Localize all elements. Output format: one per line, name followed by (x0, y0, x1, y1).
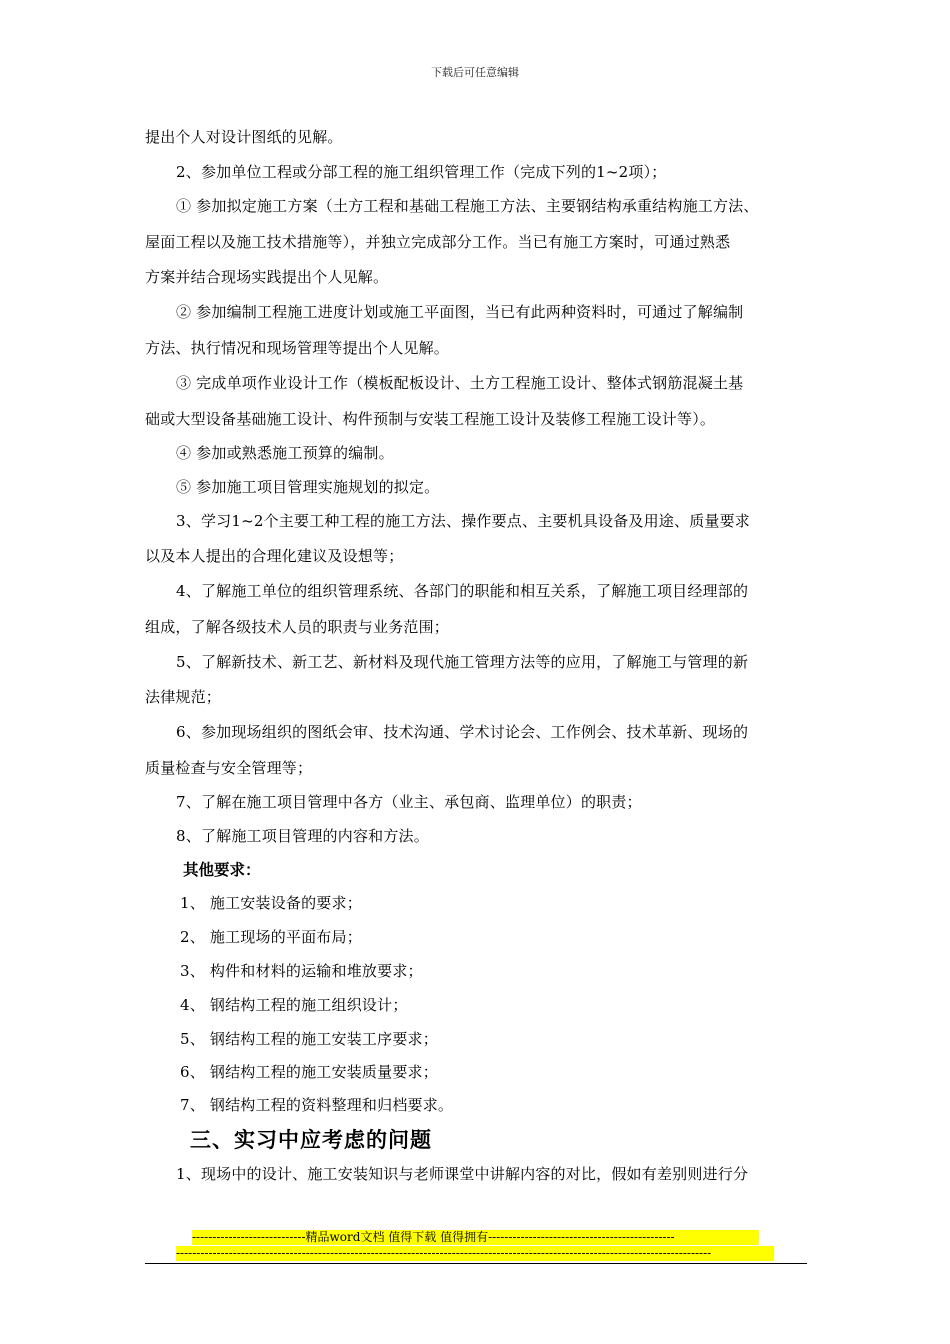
body-line: 方法、执行情况和现场管理等提出个人见解。 (145, 339, 450, 357)
body-line: ④ 参加或熟悉施工预算的编制。 (176, 444, 394, 462)
list-item: 2、 施工现场的平面布局； (180, 928, 362, 946)
body-line: 5、了解新技术、新工艺、新材料及现代施工管理方法等的应用，了解施工与管理的新 (176, 653, 749, 671)
body-line: 组成，了解各级技术人员的职责与业务范围； (145, 618, 450, 636)
body-line: 提出个人对设计图纸的见解。 (145, 128, 343, 146)
body-line: 质量检查与安全管理等； (145, 759, 313, 777)
body-line: 1、现场中的设计、施工安装知识与老师课堂中讲解内容的对比，假如有差别则进行分 (176, 1165, 749, 1183)
body-line: ① 参加拟定施工方案（土方工程和基础工程施工方法、主要钢结构承重结构施工方法、 (176, 197, 759, 215)
body-line: 法律规范； (145, 688, 222, 706)
body-line: ③ 完成单项作业设计工作（模板配板设计、土方工程施工设计、整体式钢筋混凝土基 (176, 374, 744, 392)
body-line: 方案并结合现场实践提出个人见解。 (145, 268, 389, 286)
body-line: 8、了解施工项目管理的内容和方法。 (176, 827, 429, 845)
body-line: 屋面工程以及施工技术措施等），并独立完成部分工作。当已有施工方案时，可通过熟悉 (145, 233, 731, 251)
footer-divider (145, 1263, 807, 1264)
body-line: 7、了解在施工项目管理中各方（业主、承包商、监理单位）的职责； (176, 793, 642, 811)
section-title: 三、实习中应考虑的问题 (190, 1128, 432, 1152)
body-line: ⑤ 参加施工项目管理实施规划的拟定。 (176, 478, 440, 496)
page-header: 下载后可任意编辑 (431, 66, 519, 79)
list-item: 5、 钢结构工程的施工安装工序要求； (180, 1030, 438, 1048)
list-item: 3、 构件和材料的运输和堆放要求； (180, 962, 423, 980)
other-requirements-heading: 其他要求： (183, 861, 261, 879)
list-item: 4、 钢结构工程的施工组织设计； (180, 996, 408, 1014)
body-line: 3、学习1~2个主要工种工程的施工方法、操作要点、主要机具设备及用途、质量要求 (176, 512, 751, 530)
list-item: 6、 钢结构工程的施工安装质量要求； (180, 1063, 438, 1081)
body-line: 2、参加单位工程或分部工程的施工组织管理工作（完成下列的1~2项）； (176, 163, 667, 181)
footer-banner-line: ------------------------------------------------------------------------------------------------------------------------------------ (176, 1246, 774, 1261)
body-line: 以及本人提出的合理化建议及设想等； (145, 547, 404, 565)
list-item: 1、 施工安装设备的要求； (180, 894, 362, 912)
body-line: ② 参加编制工程施工进度计划或施工平面图，当已有此两种资料时，可通过了解编制 (176, 303, 744, 321)
body-line: 4、了解施工单位的组织管理系统、各部门的职能和相互关系，了解施工项目经理部的 (176, 582, 749, 600)
list-item: 7、 钢结构工程的资料整理和归档要求。 (180, 1096, 454, 1114)
footer-banner-line: ----------------------------精品word文档 值得下载 值得拥有---------------------------------------------- (192, 1230, 759, 1245)
body-line: 础或大型设备基础施工设计、构件预制与安装工程施工设计及装修工程施工设计等）。 (145, 410, 716, 428)
body-line: 6、参加现场组织的图纸会审、技术沟通、学术讨论会、工作例会、技术革新、现场的 (176, 723, 749, 741)
